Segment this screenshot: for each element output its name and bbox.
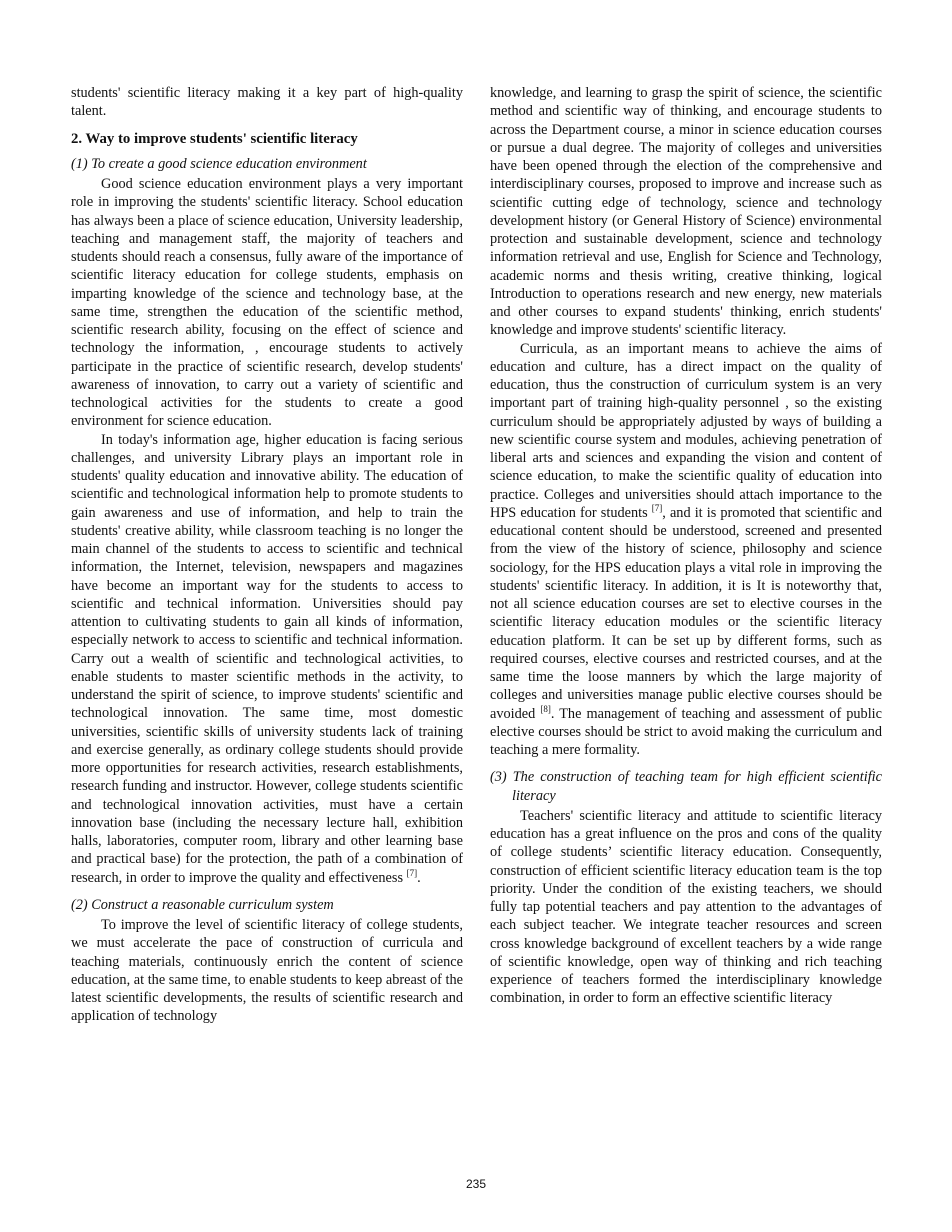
- intro-paragraph: students' scientific literacy making it a key part of high-quality talent.: [71, 85, 463, 120]
- page-number: 235: [465, 1177, 487, 1191]
- subsection-heading-1: (1) To create a good science education environment: [71, 155, 367, 172]
- right-column: [490, 84, 882, 1008]
- section-heading: 2. Way to improve students' scientific literacy: [71, 130, 358, 147]
- paragraph-curriculum-intro: To improve the level of scientific literacy of college students, we must accelerate the pace of construction of curricula and teaching materials, continuously enrich the content of science education, at the same time, to enable students to keep abreast of the latest scientific developments, the results of scientific research and application of technology: [71, 917, 463, 1025]
- paragraph-text: In today's information age, higher education is facing serious challenges, and university Library plays an important role in students' quality education and innovative ability. The education of scientific and technological information help to promote students to gain awareness and use of information, and help to train the students' creative ability, while classroom teaching is no longer the main channel of the students to access to scientific and technical information, the Internet, television, newspapers and magazines have become an important way for the students to access to scientific and technical information. Universities should pay attention to cultivating students to gain all kinds of information, especially network to access to scientific and technical information. Carry out a wealth of scientific and technological activities, to enable students to master scientific methods in the activity, to understand the spirit of science, to improve students' scientific and technological innovation. The same time, most domestic universities, scientific skills of university students lack of training and exercise generally, as ordinary college students should provide more opportunities for research activities, research establishments, research funding and instructor. However, college students scientific and technological innovation activities, must have a certain innovation base (including the necessary lecture hall, exhibition halls, laboratories, computer room, library and other learning base and practical base) for the protection, the path of a combination of research, in order to improve the quality and effectiveness: [71, 431, 463, 886]
- paragraph-text-b: , and it is promoted that scientific and educational content should be understood, screened and presented from the view of the history of science, philosophy and science sociology, for the HPS education plays a vital role in improving the students' scientific literacy. In addition, it is It is noteworthy that, not all science education courses are set to elective courses in the scientific literacy education modules or the scientific literacy education platform. It can be set up by different forms, such as required courses, elective courses and restricted courses, and at the same time the loose manners by which the large majority of colleges and universities manage public elective courses should be avoided: [490, 504, 882, 722]
- paragraph-information-age: [71, 431, 463, 887]
- paragraph-curricula: [490, 340, 882, 760]
- paragraph-courses: knowledge, and learning to grasp the spirit of science, the scientific method and scientific way of thinking, and encourage students to across the Department course, a minor in science education courses or pursue a dual degree. The majority of colleges and universities have been opened through the election of the comprehensive and interdisciplinary courses, proposed to improve and increase such as scientific cutting edge of technology, science and technology development history (or General History of Science) environmental protection and sustainable development, science and technology information retrieval and use, English for Science and Technology, academic norms and thesis writing, creative thinking, logical Introduction to operations research and new energy, new materials and other courses to expand students' thinking, enrich students' knowledge and improve students' scientific literacy.: [490, 85, 882, 339]
- paragraph-end: .: [417, 869, 421, 886]
- subsection-heading-2: (2) Construct a reasonable curriculum system: [71, 896, 334, 913]
- citation-ref-8: [8]: [540, 703, 551, 714]
- subsection-heading-3: (3) The construction of teaching team for high efficient scientific literacy: [490, 769, 882, 804]
- paragraph-text-c: . The management of teaching and assessment of public elective courses should be strict to avoid making the curriculum and teaching a mere formality.: [490, 705, 882, 758]
- citation-ref: [7]: [406, 867, 418, 878]
- paragraph-text-a: Curricula, as an important means to achieve the aims of education and culture, has a direct impact on the quality of education, thus the construction of curriculum system is an very important part of training high-quality personnel , so the existing curriculum should be appropriately adjusted by ways of building a new scientific course system and modules, achieving penetration of liberal arts and sciences and expanding the vision and content of science education, to make the scientific quality of education into practice. Colleges and universities should attach importance to the HPS education for students: [490, 340, 882, 521]
- paragraph-environment: Good science education environment plays a very important role in improving the students' scientific literacy. School education has always been a place of science education, University leadership, teaching and management staff, the majority of teachers and students should reach a consensus, fully aware of the importance of scientific literacy education for college students, emphasis on imparting knowledge of the science and technology base, at the same time, strengthen the education of the scientific method, scientific research ability, focusing on the effect of science and technology the information, , encourage students to actively participate in the practice of scientific research, develop students' awareness of innovation, to carry out a variety of scientific and technological activities for the students to create a good environment for science education.: [71, 176, 463, 430]
- citation-ref-7: [7]: [651, 502, 663, 513]
- paragraph-teaching-team: Teachers' scientific literacy and attitude to scientific literacy education has a great influence on the pros and cons of the quality of college students’ scientific literacy education. Consequently, construction of efficient scientific literacy education team is the top priority. Under the condition of the existing teachers, we should fully tap potential teachers and pay attention to the advantages of each subject teacher. We integrate teacher resources and screen cross knowledge background of excellent teachers by a wide range of scientific knowledge, open way of thinking and rich teaching experience of teachers formed the interdisciplinary knowledge combination, in order to form an effective scientific literacy: [490, 807, 882, 1007]
- left-column: [71, 84, 463, 1026]
